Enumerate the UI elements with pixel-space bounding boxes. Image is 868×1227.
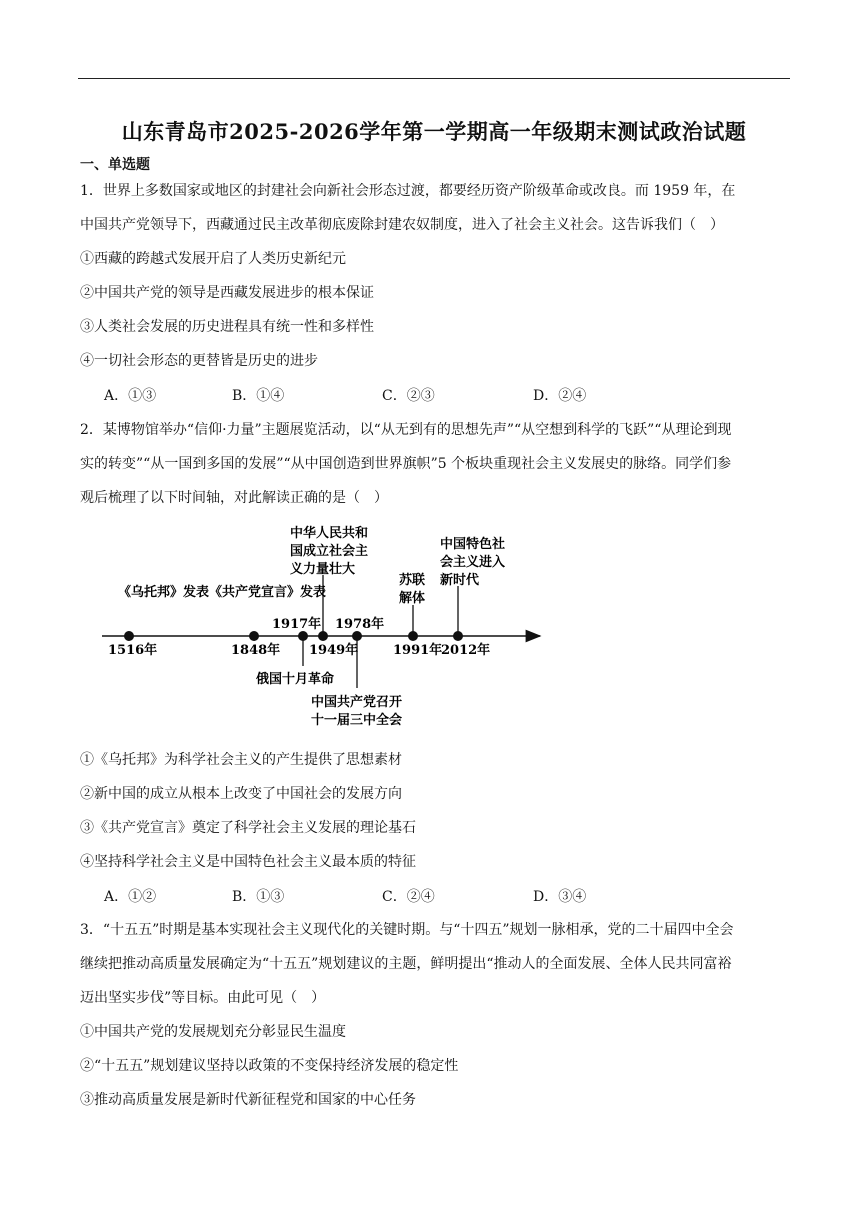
q3-item: ③推动高质量发展是新时代新征程党和国家的中心任务 <box>80 1092 416 1108</box>
q3-item: ②“十五五”规划建议坚持以政策的不变保持经济发展的稳定性 <box>80 1058 459 1074</box>
year-label-1848: 1848年 <box>231 643 281 658</box>
q1-item: ①西藏的跨越式发展开启了人类历史新纪元 <box>80 251 346 267</box>
event-label-2012: 会主义进入 <box>440 555 506 570</box>
q2-item: ④坚持科学社会主义是中国特色社会主义最本质的特征 <box>80 854 416 870</box>
year-label-1949: 1949年 <box>309 643 359 658</box>
q1-option-c: C．②③ <box>382 388 435 404</box>
event-label-1978: 十一届三中全会 <box>311 713 403 728</box>
event-label-1917: 俄国十月革命 <box>256 672 335 687</box>
q1-item: ④一切社会形态的更替皆是历史的进步 <box>80 353 318 369</box>
q1-stem-line: 中国共产党领导下，西藏通过民主改革彻底废除封建农奴制度，进入了社会主义社会。这告诉我们（ ） <box>80 217 724 233</box>
event-label-1949: 国成立社会主 <box>290 544 369 559</box>
q1-option-d: D．②④ <box>533 388 587 404</box>
q3-item: ①中国共产党的发展规划充分彰显民生温度 <box>80 1024 346 1040</box>
q2-option-d: D．③④ <box>533 889 587 905</box>
q1-item: ②中国共产党的领导是西藏发展进步的根本保证 <box>80 285 374 301</box>
q2-stem-line: 观后梳理了以下时间轴，对此解读正确的是（ ） <box>80 490 388 506</box>
timeline-point-1978 <box>352 631 362 641</box>
timeline-point-1949 <box>318 631 328 641</box>
event-label-1949: 义力量壮大 <box>290 562 356 577</box>
q2-option-b: B．①③ <box>232 889 285 905</box>
q1-item: ③人类社会发展的历史进程具有统一性和多样性 <box>80 319 374 335</box>
q2-option-a: A．①② <box>104 889 157 905</box>
event-label-2012: 新时代 <box>440 573 480 588</box>
year-label-1917: 1917年 <box>272 617 322 632</box>
page-title: 山东青岛市2025-2026学年第一学期高一年级期末测试政治试题 <box>121 119 747 144</box>
year-label-1516: 1516年 <box>108 643 158 658</box>
q3-stem-line: 继续把推动高质量发展确定为“十五五”规划建议的主题，鲜明提出“推动人的全面发展、全体人民共同富裕 <box>80 956 732 972</box>
q3-stem-line: 迈出坚实步伐”等目标。由此可见（ ） <box>80 990 326 1006</box>
year-label-1991: 1991年 <box>393 643 443 658</box>
timeline-point-1917 <box>298 631 308 641</box>
q1-stem-line: 1．世界上多数国家或地区的封建社会向新社会形态过渡，都要经历资产阶级革命或改良。而 1959 年，在 <box>80 183 736 199</box>
q2-item: ②新中国的成立从根本上改变了中国社会的发展方向 <box>80 786 402 802</box>
q1-option-b: B．①④ <box>232 388 285 404</box>
event-label-2012: 中国特色社 <box>440 537 506 552</box>
q3-stem-line: 3．“十五五”时期是基本实现社会主义现代化的关键时期。与“十四五”规划一脉相承，党的二十届四中全会 <box>80 922 734 938</box>
timeline-point-1848 <box>249 631 259 641</box>
q2-stem-line: 2．某博物馆举办“信仰·力量”主题展览活动，以“从无到有的思想先声”“从空想到科学的飞跃”“从理论到现 <box>80 422 732 438</box>
section-heading: 一、单选题 <box>80 157 150 173</box>
timeline-point-1516 <box>124 631 134 641</box>
event-label-1516-1848: 《乌托邦》发表《共产党宣言》发表 <box>118 585 327 600</box>
timeline-point-1991 <box>408 631 418 641</box>
q2-item: ①《乌托邦》为科学社会主义的产生提供了思想素材 <box>80 752 402 768</box>
timeline-point-2012 <box>453 631 463 641</box>
q2-option-c: C．②④ <box>382 889 435 905</box>
q2-stem-line: 实的转变”“从一国到多国的发展”“从中国创造到世界旗帜”5 个板块重现社会主义发展史的脉络。同学们参 <box>80 456 732 472</box>
event-label-1949: 中华人民共和 <box>290 526 369 541</box>
event-label-1991: 解体 <box>399 591 426 606</box>
event-label-1991: 苏联 <box>399 573 426 588</box>
year-label-1978: 1978年 <box>335 617 385 632</box>
q2-item: ③《共产党宣言》奠定了科学社会主义发展的理论基石 <box>80 820 416 836</box>
year-label-2012: 2012年 <box>441 643 491 658</box>
q1-option-a: A．①③ <box>104 388 157 404</box>
event-label-1978: 中国共产党召开 <box>311 695 403 710</box>
